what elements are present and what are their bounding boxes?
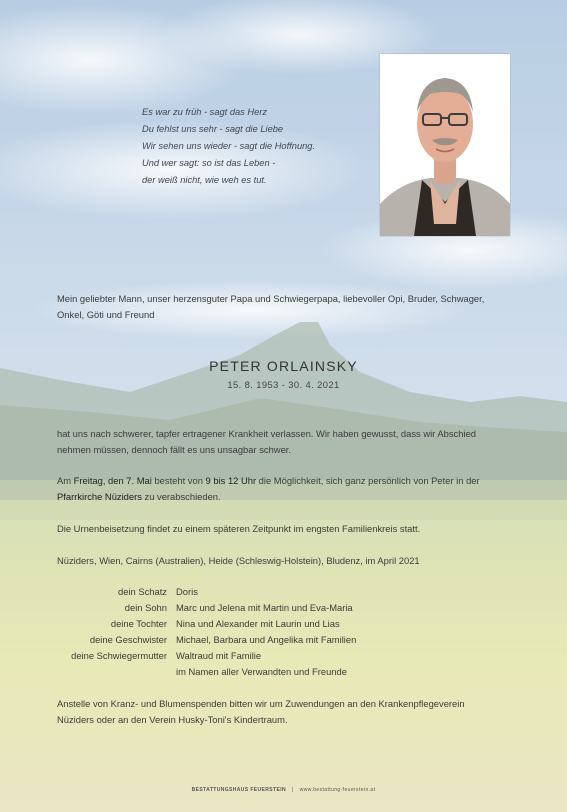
poem xyxy=(142,104,372,189)
mourner-relation: dein Sohn xyxy=(124,602,167,613)
paragraph-farewell: hat uns nach schwerer, tapfer ertragener Krankheit verlassen. Wir haben gewusst, dass wir Abschied nehmen müssen, dennoch fällt es uns unsagbar schwer. xyxy=(57,428,476,455)
viewing-text: die Möglichkeit, sich ganz persönlich von Peter in der xyxy=(256,475,480,486)
life-dates: 15. 8. 1953 - 30. 4. 2021 xyxy=(227,379,340,390)
poem-line: Es war zu früh - sagt das Herz xyxy=(142,107,268,117)
mourner-relation: deine Schwiegermutter xyxy=(71,650,167,661)
mourner-row xyxy=(57,584,356,600)
mourner-relation: dein Schatz xyxy=(118,586,167,597)
viewing-text: zu verabschieden. xyxy=(141,491,221,502)
mourner-names: Doris xyxy=(176,586,198,597)
mourner-relation: deine Geschwister xyxy=(89,634,167,645)
viewing-text: Am xyxy=(57,475,74,486)
paragraph-viewing xyxy=(57,473,502,505)
intro-text: Mein geliebter Mann, unser herzensguter Papa und Schwiegerpapa, liebevoller Opi, Bruder, Schwager, Onkel, Göti und Freund xyxy=(57,293,485,320)
poem-line: Wir sehen uns wieder - sagt die Hoffnung. xyxy=(142,141,316,151)
mourner-row xyxy=(57,664,356,680)
viewing-time: 9 bis 12 Uhr xyxy=(205,475,257,486)
portrait-photo xyxy=(380,54,510,236)
paragraph-place-date: Nüziders, Wien, Cairns (Australien), Heide (Schleswig-Holstein), Bludenz, im April 2021 xyxy=(57,555,420,566)
mourner-names: Waltraud mit Familie xyxy=(176,650,262,661)
mourner-row xyxy=(57,616,356,632)
viewing-place: Pfarrkirche Nüziders xyxy=(57,491,142,502)
mourner-names: Michael, Barbara und Angelika mit Familien xyxy=(176,634,357,645)
mourner-row xyxy=(57,600,356,616)
mourner-names: im Namen aller Verwandten und Freunde xyxy=(176,666,347,677)
mourner-names: Marc und Jelena mit Martin und Eva-Maria xyxy=(176,602,353,613)
deceased-name: PETER ORLAINSKY xyxy=(209,358,358,374)
mourner-relation xyxy=(57,664,176,680)
viewing-text: besteht von xyxy=(151,475,206,486)
footer-separator: | xyxy=(292,787,294,793)
mourners-list xyxy=(57,584,356,680)
mourner-names: Nina und Alexander mit Laurin und Lias xyxy=(176,618,340,629)
poem-line: Und wer sagt: so ist das Leben - xyxy=(142,158,276,168)
mourner-row xyxy=(57,632,356,648)
footer-url: www.bestattung-feuerstein.at xyxy=(299,787,376,793)
footer-firm: BESTATTUNGSHAUS FEUERSTEIN xyxy=(191,787,286,793)
footer xyxy=(0,787,567,793)
portrait-image xyxy=(380,54,510,236)
poem-line: Du fehlst uns sehr - sagt die Liebe xyxy=(142,124,284,134)
poem-line: der weiß nicht, wie weh es tut. xyxy=(142,175,267,185)
viewing-day: Freitag, den 7. Mai xyxy=(73,475,152,486)
mourner-row xyxy=(57,648,356,664)
mourner-relation: deine Tochter xyxy=(110,618,167,629)
paragraph-urn-burial: Die Urnenbeisetzung findet zu einem späteren Zeitpunkt im engsten Familienkreis statt. xyxy=(57,523,421,534)
paragraph-donation-request: Anstelle von Kranz- und Blumenspenden bitten wir um Zuwendungen an den Krankenpflegeverein Nüziders oder an den Verein Husky-Toni's Kindertraum. xyxy=(57,698,465,725)
